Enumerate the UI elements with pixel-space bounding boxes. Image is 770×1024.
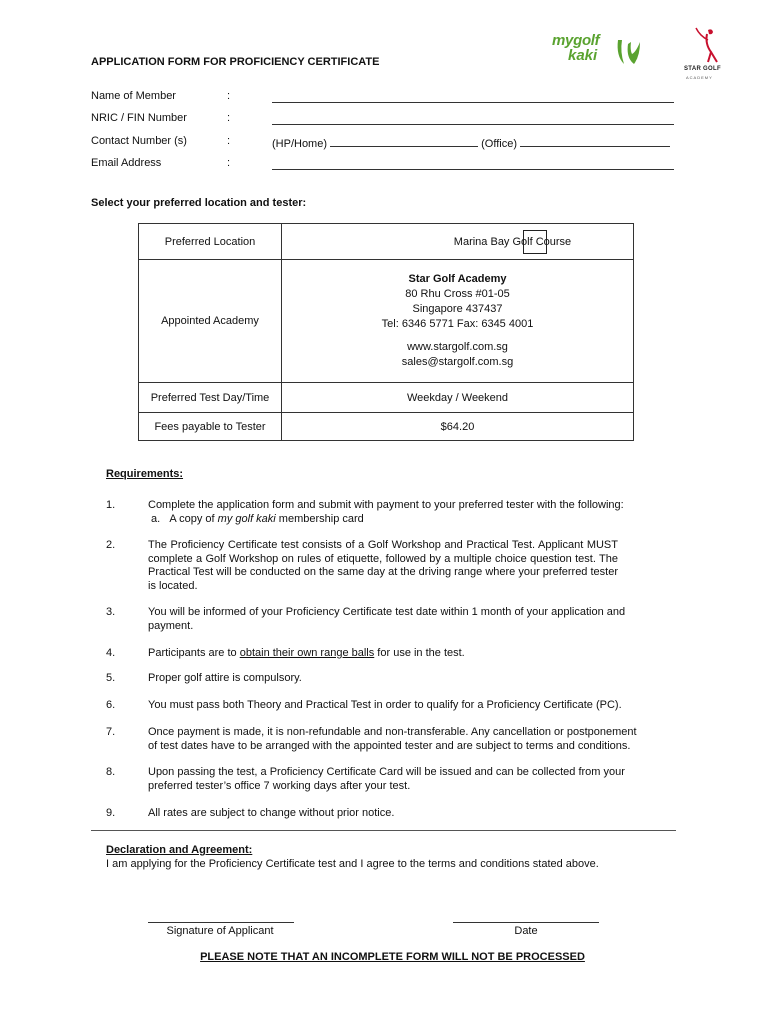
req-item-4 (148, 647, 638, 661)
req-item-1 (148, 499, 638, 526)
location-checkbox[interactable] (523, 230, 547, 254)
academy-name: Star Golf Academy (408, 273, 507, 285)
nric-colon: : (227, 112, 231, 124)
req-item-8: Upon passing the test, a Proficiency Certificate Card will be issued and can be collected from your preferred tester’s office 7 working days after your test. (148, 766, 625, 792)
date-label: Date (514, 925, 538, 937)
stargolf-name: STAR GOLF (684, 66, 721, 72)
contact-label: Contact Number (s) (91, 135, 187, 147)
req-item-3: You will be informed of your Proficiency Certificate test date within 1 month of your application and payment. (148, 606, 626, 632)
page-title: APPLICATION FORM FOR PROFICIENCY CERTIFICATE (91, 56, 380, 68)
declaration-heading: Declaration and Agreement: (106, 844, 253, 856)
nric-input[interactable] (272, 111, 674, 125)
academy-address2: Singapore 437437 (412, 303, 503, 315)
hp-input[interactable] (330, 135, 478, 147)
academy-label: Appointed Academy (139, 260, 282, 383)
req4-post: for use in the test. (374, 647, 465, 659)
req-item-9: All rates are subject to change without prior notice. (148, 807, 395, 819)
day-value[interactable]: Weekday / Weekend (282, 383, 634, 413)
stargolf-sub: ACADEMY (686, 75, 713, 80)
mygolfkaki-emblem-icon (614, 36, 644, 68)
req4-underlined: obtain their own range balls (239, 647, 375, 659)
academy-email: sales@stargolf.com.sg (401, 356, 514, 368)
req-text: Complete the application form and submit with payment to your preferred tester with the following: (148, 499, 624, 511)
select-heading: Select your preferred location and tester: (91, 197, 307, 209)
contact-fields (272, 135, 670, 150)
req-number: 8. (106, 766, 116, 778)
signature-input[interactable] (148, 922, 294, 923)
logo-text-line2: kaki (568, 47, 598, 64)
name-label: Name of Member (91, 90, 176, 102)
req4-pre: Participants are to (148, 647, 240, 659)
req-item-5: Proper golf attire is compulsory. (148, 672, 302, 684)
requirements-heading: Requirements: (106, 468, 184, 480)
email-colon: : (227, 157, 231, 169)
contact-colon: : (227, 135, 231, 147)
req-number: 7. (106, 726, 116, 738)
req-item-7: Once payment is made, it is non-refundable and non-transferable. Any cancellation or postponement of test dates have to be arranged with the appointed tester and are subject to terms and conditions. (148, 726, 637, 752)
declaration-text: I am applying for the Proficiency Certificate test and I agree to the terms and conditions stated above. (106, 858, 599, 870)
footer-note: PLEASE NOTE THAT AN INCOMPLETE FORM WILL NOT BE PROCESSED (200, 951, 585, 963)
academy-details (282, 260, 634, 383)
sub-letter: a. (151, 512, 161, 525)
date-input[interactable] (453, 922, 599, 923)
office-input[interactable] (520, 135, 670, 147)
req-number: 2. (106, 539, 116, 551)
req-number: 6. (106, 699, 116, 711)
req-number: 4. (106, 647, 116, 659)
nric-label: NRIC / FIN Number (91, 112, 187, 124)
req-number: 1. (106, 499, 116, 511)
sub-text-italic: my golf kaki (217, 512, 276, 525)
sub-text-post: membership card (275, 512, 364, 525)
req-item-6: You must pass both Theory and Practical Test in order to qualify for a Proficiency Certificate (PC). (148, 699, 622, 711)
stargolf-logo (680, 26, 728, 84)
logo-text-line1: mygolf (552, 32, 600, 49)
day-label: Preferred Test Day/Time (139, 383, 282, 413)
req-number: 3. (106, 606, 116, 618)
fee-value: $64.20 (282, 413, 634, 441)
req-number: 9. (106, 807, 116, 819)
signature-label: Signature of Applicant (166, 925, 274, 937)
office-label: (Office) (481, 138, 517, 150)
academy-web: www.stargolf.com.sg (407, 341, 508, 353)
req-number: 5. (106, 672, 116, 684)
location-value: Marina Bay Golf Course (453, 235, 572, 248)
mygolfkaki-logo (548, 32, 648, 72)
req-subitem (148, 513, 638, 527)
req-item-2: The Proficiency Certificate test consists of a Golf Workshop and Practical Test. Applicant MUST complete a Golf Workshop on rules of etiquette, followed by a multiple choice question test. The Practical Test will be conducted on the same day at the driving range where your preferred tester is located. (148, 539, 618, 592)
location-label: Preferred Location (139, 224, 282, 260)
golfer-icon (686, 26, 726, 66)
divider (91, 830, 676, 831)
location-table (138, 223, 634, 441)
fee-label: Fees payable to Tester (139, 413, 282, 441)
location-cell (282, 224, 634, 260)
email-label: Email Address (91, 157, 162, 169)
hp-label: (HP/Home) (272, 138, 328, 150)
academy-phone: Tel: 6346 5771 Fax: 6345 4001 (381, 318, 534, 330)
name-colon: : (227, 90, 231, 102)
name-input[interactable] (272, 89, 674, 103)
email-input[interactable] (272, 156, 674, 170)
sub-text-pre: A copy of (169, 512, 218, 525)
academy-address1: 80 Rhu Cross #01-05 (405, 288, 510, 300)
